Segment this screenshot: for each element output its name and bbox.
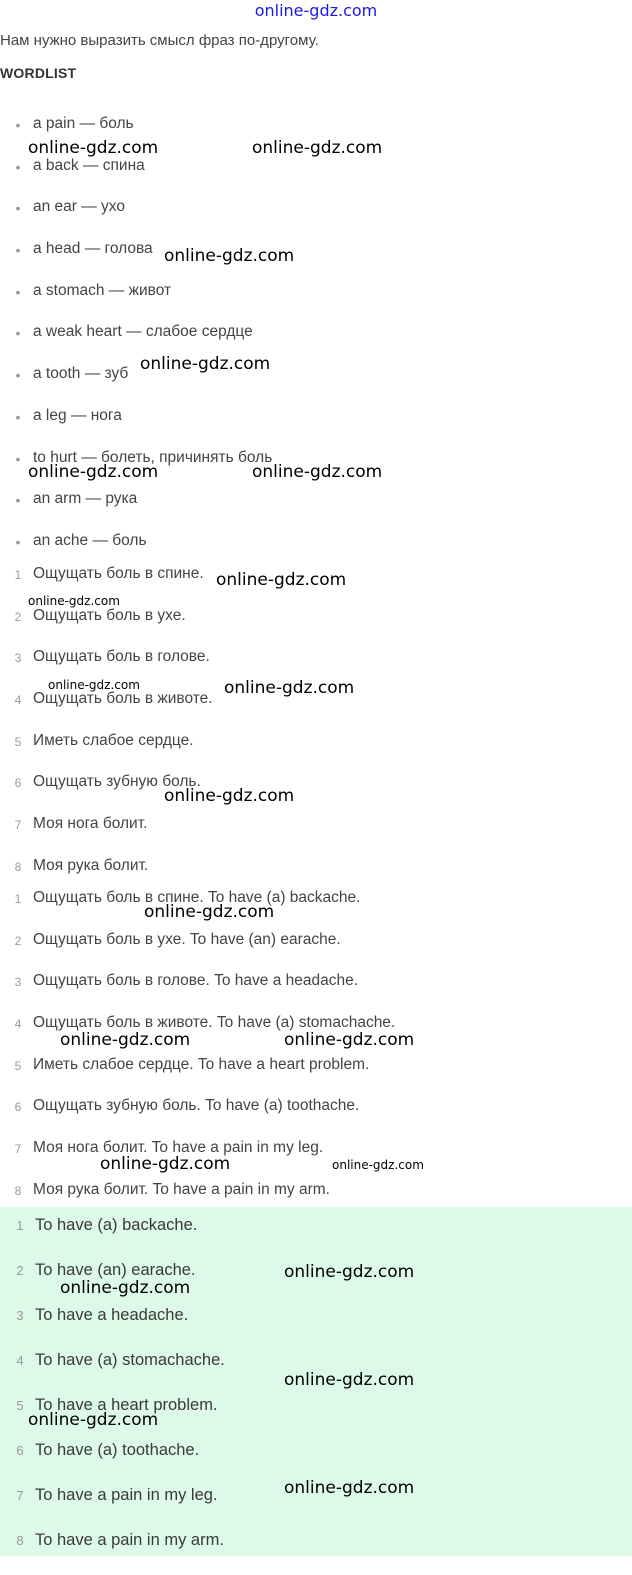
watermark: online-gdz.com xyxy=(28,462,159,482)
list-item-text: Ощущать боль в ухе. xyxy=(33,606,186,624)
item-number: 7 xyxy=(16,1488,24,1503)
list-item-text: To have (a) toothache. xyxy=(35,1441,200,1459)
watermark: online-gdz.com xyxy=(164,786,295,806)
list-item-text: To have (an) earache. xyxy=(35,1261,196,1279)
list-item-text: a stomach — живот xyxy=(33,281,172,299)
watermark: online-gdz.com xyxy=(28,594,120,608)
list-item-text: Ощущать зубную боль. To have (a) toothache. xyxy=(33,1097,360,1115)
watermark: online-gdz.com xyxy=(252,138,383,158)
list-item-text: Ощущать боль в спине. xyxy=(33,565,204,582)
item-number: 7 xyxy=(14,818,22,833)
item-number: 8 xyxy=(16,1533,24,1548)
item-number: 5 xyxy=(14,1058,22,1073)
item-number: 4 xyxy=(14,1017,22,1032)
item-number: 4 xyxy=(16,1353,24,1368)
watermark: online-gdz.com xyxy=(284,1478,415,1498)
list-item-text: To have a headache. xyxy=(35,1306,189,1324)
watermark: online-gdz.com xyxy=(216,570,347,590)
item-number: 3 xyxy=(14,651,22,666)
item-number: 1 xyxy=(14,892,22,906)
item-number: 5 xyxy=(16,1398,24,1413)
bullet-icon: • xyxy=(15,200,21,217)
item-number: 6 xyxy=(14,1100,22,1115)
bullet-icon: • xyxy=(15,158,21,175)
item-number: 7 xyxy=(14,1142,22,1157)
list-item-text: to hurt — болеть, причинять боль xyxy=(33,448,273,466)
item-number: 4 xyxy=(14,693,22,708)
watermark: online-gdz.com xyxy=(252,462,383,482)
list-item-text: an ache — боль xyxy=(33,531,147,549)
watermark: online-gdz.com xyxy=(284,1370,415,1390)
list-item-text: a tooth — зуб xyxy=(33,365,129,383)
list-item-text: Ощущать боль в голове. To have a headache. xyxy=(33,972,359,990)
list-item-text: To have a pain in my leg. xyxy=(35,1486,218,1504)
list-item-text: To have (a) stomachache. xyxy=(35,1351,225,1369)
watermark: online-gdz.com xyxy=(48,678,140,692)
list-item-text: To have (a) backache. xyxy=(35,1216,198,1234)
section-title: WORDLIST xyxy=(0,65,77,81)
item-number: 3 xyxy=(14,975,22,990)
watermark: online-gdz.com xyxy=(332,1158,424,1172)
list-item-text: Моя рука болит. xyxy=(33,856,149,874)
list-item-text: Ощущать боль в ухе. To have (an) earache. xyxy=(33,930,341,948)
item-number: 1 xyxy=(14,568,22,582)
bullet-icon: • xyxy=(15,283,21,300)
watermark: online-gdz.com xyxy=(164,246,295,266)
item-number: 8 xyxy=(14,1183,22,1198)
list-item-text: Моя нога болит. xyxy=(33,815,148,833)
list-item-text: To have a heart problem. xyxy=(35,1396,218,1414)
item-number: 5 xyxy=(14,734,22,749)
item-number: 2 xyxy=(14,933,22,948)
site-header-watermark: online-gdz.com xyxy=(254,1,378,20)
watermark: online-gdz.com xyxy=(100,1154,231,1174)
watermark: online-gdz.com xyxy=(140,354,271,374)
item-number: 1 xyxy=(16,1218,24,1233)
list-item-text: Ощущать зубную боль. xyxy=(33,773,201,791)
list-item-text: Иметь слабое сердце. xyxy=(33,731,194,749)
item-number: 2 xyxy=(16,1263,24,1278)
list-item-text: a pain — боль xyxy=(33,115,134,132)
watermark: online-gdz.com xyxy=(144,902,275,922)
bullet-icon: • xyxy=(15,408,21,425)
watermark: online-gdz.com xyxy=(284,1262,415,1282)
bullet-icon: • xyxy=(15,325,21,342)
item-number: 6 xyxy=(16,1443,24,1458)
list-item-text: a leg — нога xyxy=(33,406,122,424)
list-item-text: Ощущать боль в животе. xyxy=(33,690,213,708)
bullet-icon: • xyxy=(15,492,21,509)
item-number: 8 xyxy=(14,859,22,874)
list-item-text: Моя нога болит. To have a pain in my leg. xyxy=(33,1139,324,1157)
list-item-text: Ощущать боль в голове. xyxy=(33,648,210,666)
list-item-text: Моя рука болит. To have a pain in my arm. xyxy=(33,1180,330,1198)
watermark: online-gdz.com xyxy=(28,138,159,158)
item-number: 2 xyxy=(14,609,22,624)
watermark: online-gdz.com xyxy=(60,1030,191,1050)
list-item-text: a head — голова xyxy=(33,240,153,258)
item-number: 6 xyxy=(14,776,22,791)
bullet-icon: • xyxy=(15,117,21,133)
list-item-text: an ear — ухо xyxy=(33,198,126,216)
bullet-icon: • xyxy=(15,367,21,384)
bullet-icon: • xyxy=(15,533,21,550)
bullet-icon: • xyxy=(15,450,21,467)
watermark: online-gdz.com xyxy=(224,678,355,698)
list-item-text: Ощущать боль в животе. To have (a) stomachache. xyxy=(33,1014,396,1032)
watermark: online-gdz.com xyxy=(284,1030,415,1050)
watermark: online-gdz.com xyxy=(28,1410,159,1430)
bullet-icon: • xyxy=(15,242,21,259)
list-item-text: To have a pain in my arm. xyxy=(35,1531,224,1549)
list-item-text: a back — спина xyxy=(33,156,145,174)
list-item-text: Ощущать боль в спине. To have (a) backache. xyxy=(33,889,361,906)
intro-text: Нам нужно выразить смысл фраз по-другому. xyxy=(0,32,319,49)
list-item-text: an arm — рука xyxy=(33,490,138,508)
item-number: 3 xyxy=(16,1308,24,1323)
list-item-text: Иметь слабое сердце. To have a heart problem. xyxy=(33,1055,370,1073)
watermark: online-gdz.com xyxy=(60,1278,191,1298)
list-item-text: a weak heart — слабое сердце xyxy=(33,323,253,341)
